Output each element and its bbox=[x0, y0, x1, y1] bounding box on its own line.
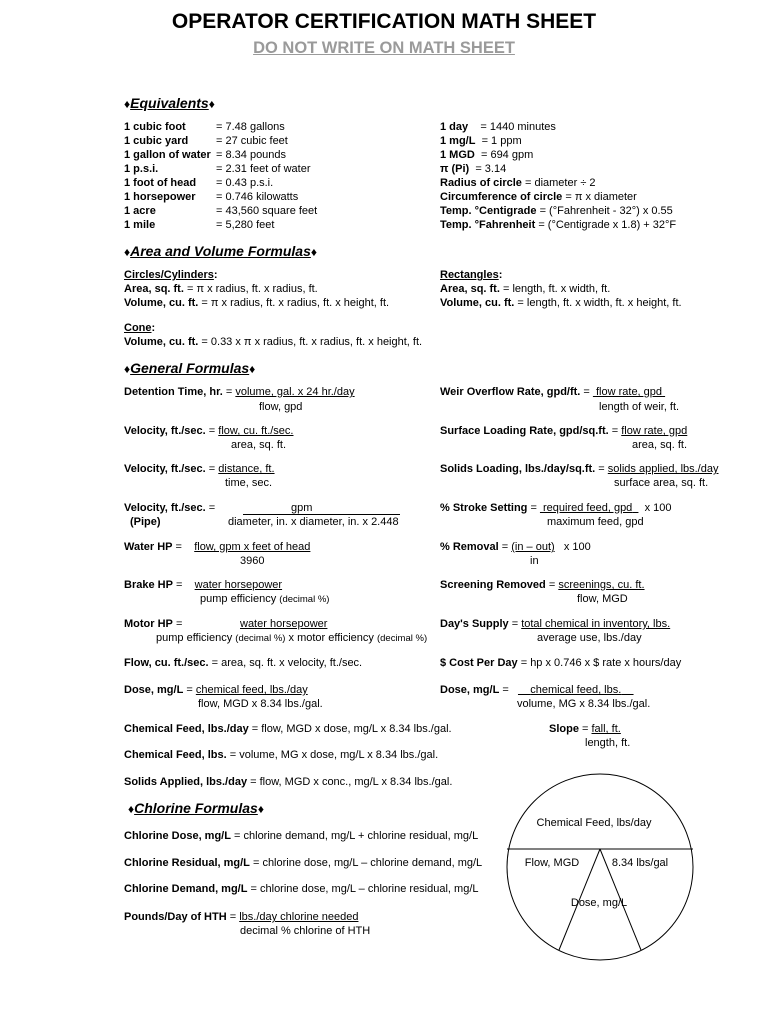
slope-formula: Slope = fall, ft. bbox=[549, 723, 621, 735]
equivalent-value: = 0.746 kilowatts bbox=[216, 191, 299, 203]
velocity-pipe-fraction-line bbox=[243, 501, 400, 515]
equivalent-value: = 8.34 pounds bbox=[216, 149, 287, 161]
rectangles-heading: Rectangles: bbox=[440, 269, 503, 281]
equivalent-value: = 43,560 square feet bbox=[216, 205, 318, 217]
detention-time-denominator: flow, gpd bbox=[259, 401, 303, 413]
equivalent-label: 1 gallon of water bbox=[124, 149, 211, 161]
days-supply-formula: Day's Supply = total chemical in inventory, lbs. bbox=[440, 618, 671, 630]
section-equivalents-heading: ♦Equivalents♦ bbox=[124, 95, 215, 111]
equivalent-row: π (Pi) = 3.14 bbox=[440, 163, 507, 175]
velocity-pipe-formula: Velocity, ft./sec. = bbox=[124, 502, 216, 514]
dose-lbs-formula: Dose, mg/L = chemical feed, lbs. bbox=[440, 684, 622, 696]
equivalent-label: 1 cubic yard bbox=[124, 135, 189, 147]
equivalent-label: 1 horsepower bbox=[124, 191, 196, 203]
days-supply-denominator: average use, lbs./day bbox=[537, 632, 642, 644]
equivalent-label: 1 p.s.i. bbox=[124, 163, 159, 175]
dose-lbs-day-formula: Dose, mg/L = chemical feed, lbs./day bbox=[124, 684, 308, 696]
stroke-setting-denominator: maximum feed, gpd bbox=[547, 516, 644, 528]
equivalent-value: = 2.31 feet of water bbox=[216, 163, 311, 175]
diamond-icon: ♦ bbox=[257, 802, 264, 816]
equivalent-row: 1 mg/L = 1 ppm bbox=[440, 135, 522, 147]
chlorine-dose-formula: Chlorine Dose, mg/L = chlorine demand, mg/L + chlorine residual, mg/L bbox=[124, 830, 479, 842]
velocity-pipe-numerator: gpm bbox=[291, 502, 313, 514]
motor-hp-formula: Motor HP = bbox=[124, 618, 183, 630]
chemical-feed-lbs-formula: Chemical Feed, lbs. = volume, MG x dose, mg/L x 8.34 lbs./gal. bbox=[124, 749, 439, 761]
velocity-flow-denominator: area, sq. ft. bbox=[231, 439, 287, 451]
diamond-icon: ♦ bbox=[208, 97, 215, 111]
solids-loading-denominator: surface area, sq. ft. bbox=[614, 477, 709, 489]
rect-area-formula: Area, sq. ft. = length, ft. x width, ft. bbox=[440, 283, 611, 295]
diamond-icon: ♦ bbox=[124, 362, 131, 376]
cone-heading: Cone: bbox=[124, 322, 156, 334]
surface-loading-denominator: area, sq. ft. bbox=[632, 439, 688, 451]
equivalent-label: 1 acre bbox=[124, 205, 156, 217]
diamond-icon: ♦ bbox=[124, 245, 131, 259]
detention-time-formula: Detention Time, hr. = volume, gal. x 24 hr./day bbox=[124, 386, 355, 398]
section-general-heading: ♦General Formulas♦ bbox=[124, 360, 256, 376]
solids-loading-formula: Solids Loading, lbs./day/sq.ft. = solids applied, lbs./day bbox=[440, 463, 719, 475]
equivalent-row: 1 day = 1440 minutes bbox=[440, 121, 556, 133]
equivalent-label: 1 foot of head bbox=[124, 177, 197, 189]
motor-hp-denominator: pump efficiency (decimal %) x motor efficiency (decimal %) bbox=[156, 632, 428, 644]
flow-formula: Flow, cu. ft./sec. = area, sq. ft. x velocity, ft./sec. bbox=[124, 657, 363, 669]
diamond-icon: ♦ bbox=[128, 802, 135, 816]
weir-overflow-formula: Weir Overflow Rate, gpd/ft. = flow rate, gpd bbox=[440, 386, 663, 398]
velocity-pipe-denominator: diameter, in. x diameter, in. x 2.448 bbox=[228, 516, 399, 528]
stroke-setting-formula: % Stroke Setting = required feed, gpd x 100 bbox=[440, 502, 672, 514]
screening-removed-formula: Screening Removed = screenings, cu. ft. bbox=[440, 579, 645, 591]
removal-denominator: in bbox=[530, 555, 539, 567]
brake-hp-denominator: pump efficiency (decimal %) bbox=[200, 593, 330, 605]
chlorine-demand-formula: Chlorine Demand, mg/L = chlorine dose, mg/L – chlorine residual, mg/L bbox=[124, 883, 479, 895]
equivalent-label: 1 mile bbox=[124, 219, 156, 231]
diagram-label-chemical-feed: Chemical Feed, lbs/day bbox=[536, 817, 652, 829]
equivalent-value: = 0.43 p.s.i. bbox=[216, 177, 274, 189]
cone-volume-formula: Volume, cu. ft. = 0.33 x π x radius, ft. x radius, ft. x height, ft. bbox=[124, 336, 423, 348]
velocity-flow-formula: Velocity, ft./sec. = flow, cu. ft./sec. bbox=[124, 425, 294, 437]
page-subtitle: DO NOT WRITE ON MATH SHEET bbox=[253, 39, 515, 57]
diagram-label-flow: Flow, MGD bbox=[524, 857, 580, 869]
diagram-label-constant: 8.34 lbs/gal bbox=[611, 857, 669, 869]
cost-per-day-formula: $ Cost Per Day = hp x 0.746 x $ rate x hours/day bbox=[440, 657, 682, 669]
motor-hp-numerator: water horsepower bbox=[240, 618, 328, 630]
velocity-pipe-label: (Pipe) bbox=[130, 516, 161, 528]
velocity-distance-denominator: time, sec. bbox=[225, 477, 273, 489]
diamond-icon: ♦ bbox=[249, 362, 256, 376]
solids-applied-formula: Solids Applied, lbs./day = flow, MGD x conc., mg/L x 8.34 lbs./gal. bbox=[124, 776, 453, 788]
circle-area-formula: Area, sq. ft. = π x radius, ft. x radius, ft. bbox=[124, 283, 318, 295]
diamond-icon: ♦ bbox=[310, 245, 317, 259]
equivalent-value: = 5,280 feet bbox=[216, 219, 275, 231]
chemical-feed-lbs-day-formula: Chemical Feed, lbs./day = flow, MGD x dose, mg/L x 8.34 lbs./gal. bbox=[124, 723, 452, 735]
rect-volume-formula: Volume, cu. ft. = length, ft. x width, ft. x height, ft. bbox=[440, 297, 682, 309]
hth-formula: Pounds/Day of HTH = lbs./day chlorine needed bbox=[124, 911, 359, 923]
equivalent-label: 1 cubic foot bbox=[124, 121, 186, 133]
diamond-icon: ♦ bbox=[124, 97, 131, 111]
section-area-volume-heading: ♦Area and Volume Formulas♦ bbox=[124, 243, 317, 259]
removal-formula: % Removal = (in – out) x 100 bbox=[440, 541, 591, 553]
circles-heading: Circles/Cylinders: bbox=[124, 269, 218, 281]
velocity-distance-formula: Velocity, ft./sec. = distance, ft. bbox=[124, 463, 275, 475]
water-hp-denominator: 3960 bbox=[240, 555, 265, 567]
hth-denominator: decimal % chlorine of HTH bbox=[240, 925, 371, 937]
slope-denominator: length, ft. bbox=[585, 737, 631, 749]
equivalent-row: 1 MGD = 694 gpm bbox=[440, 149, 534, 161]
brake-hp-formula: Brake HP = water horsepower bbox=[124, 579, 283, 591]
circle-volume-formula: Volume, cu. ft. = π x radius, ft. x radius, ft. x height, ft. bbox=[124, 297, 390, 309]
dose-lbs-day-denominator: flow, MGD x 8.34 lbs./gal. bbox=[198, 698, 323, 710]
equivalent-row: Circumference of circle = π x diameter bbox=[440, 191, 637, 203]
equivalent-value: = 7.48 gallons bbox=[216, 121, 285, 133]
equivalent-row: Temp. °Fahrenheit = (°Centigrade x 1.8) + 32°F bbox=[440, 219, 677, 231]
dose-formula-circle-diagram bbox=[505, 772, 695, 962]
screening-removed-denominator: flow, MGD bbox=[577, 593, 628, 605]
equivalent-row: Radius of circle = diameter ÷ 2 bbox=[440, 177, 596, 189]
chlorine-residual-formula: Chlorine Residual, mg/L = chlorine dose, mg/L – chlorine demand, mg/L bbox=[124, 857, 483, 869]
dose-lbs-denominator: volume, MG x 8.34 lbs./gal. bbox=[517, 698, 651, 710]
equivalent-row: Temp. °Centigrade = (°Fahrenheit - 32°) x 0.55 bbox=[440, 205, 673, 217]
weir-overflow-denominator: length of weir, ft. bbox=[599, 401, 680, 413]
diagram-label-dose: Dose, mg/L bbox=[570, 897, 628, 909]
equivalent-value: = 27 cubic feet bbox=[216, 135, 288, 147]
surface-loading-formula: Surface Loading Rate, gpd/sq.ft. = flow rate, gpd bbox=[440, 425, 688, 437]
section-chlorine-heading: ♦Chlorine Formulas♦ bbox=[128, 800, 264, 816]
water-hp-formula: Water HP = flow, gpm x feet of head bbox=[124, 541, 311, 553]
page-title: OPERATOR CERTIFICATION MATH SHEET bbox=[171, 10, 597, 33]
